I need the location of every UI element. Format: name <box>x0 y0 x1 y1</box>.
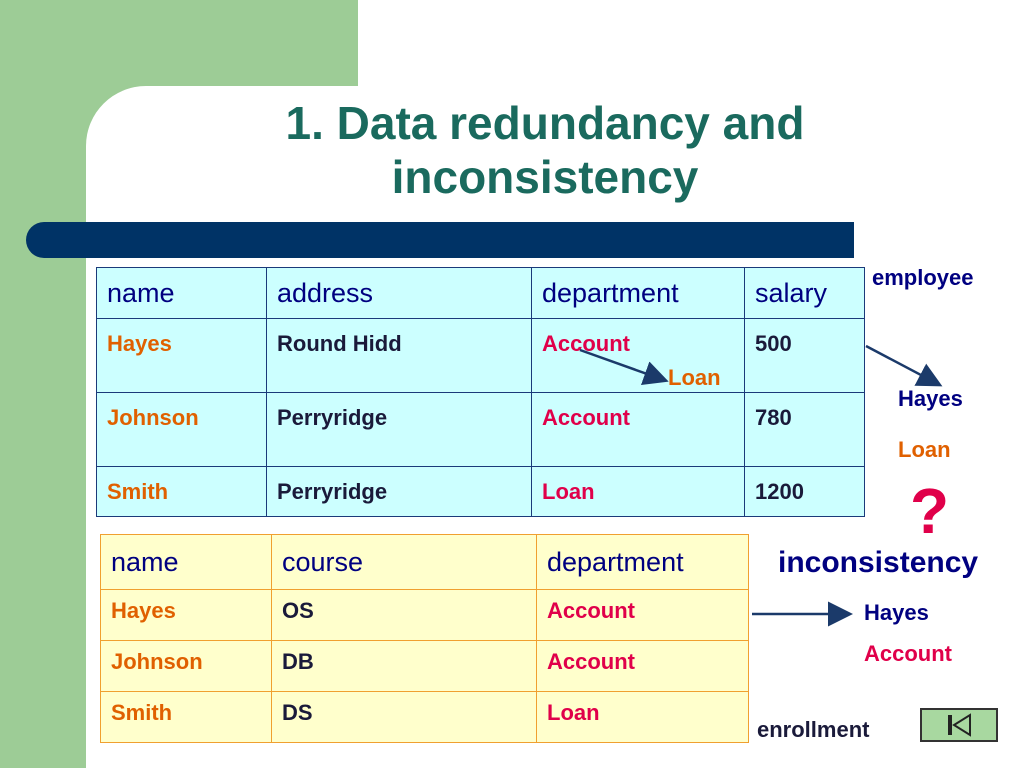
header-address: address <box>267 268 532 319</box>
employee-result-department: Loan <box>898 437 951 462</box>
header-department: department <box>532 268 745 319</box>
header-course: course <box>272 535 537 590</box>
cell-name: Smith <box>97 467 267 517</box>
header-name: name <box>97 268 267 319</box>
enrollment-result-department: Account <box>864 641 952 666</box>
cell-course: OS <box>272 590 537 641</box>
employee-table-label: employee <box>872 265 974 290</box>
cell-department: Loan <box>537 692 749 743</box>
cell-address: Round Hidd <box>267 319 532 393</box>
cell-salary: 1200 <box>745 467 865 517</box>
department-value: Account <box>542 331 630 356</box>
cell-name: Smith <box>101 692 272 743</box>
cell-course: DS <box>272 692 537 743</box>
cell-department: Account <box>537 641 749 692</box>
account-to-loan-arrow <box>580 350 664 380</box>
enrollment-result-name: Hayes <box>864 600 929 625</box>
cell-address: Perryridge <box>267 393 532 467</box>
skip-to-start-icon <box>922 710 996 740</box>
cell-name: Johnson <box>97 393 267 467</box>
cell-salary: 500 <box>745 319 865 393</box>
question-mark: ? <box>910 475 950 547</box>
cell-department: Account <box>532 393 745 467</box>
title-line-2: inconsistency <box>391 151 699 203</box>
title-line-1: 1. Data redundancy and <box>285 97 805 149</box>
cell-salary: 780 <box>745 393 865 467</box>
employee-to-result-arrow <box>866 346 938 384</box>
employee-result-name: Hayes <box>898 386 963 411</box>
cell-name: Johnson <box>101 641 272 692</box>
header-department: department <box>537 535 749 590</box>
cell-department: Account <box>537 590 749 641</box>
cell-name: Hayes <box>101 590 272 641</box>
inconsistency-label: inconsistency <box>778 546 979 579</box>
changed-department-value: Loan <box>668 365 721 390</box>
cell-name: Hayes <box>97 319 267 393</box>
header-salary: salary <box>745 268 865 319</box>
first-slide-button[interactable] <box>920 708 998 742</box>
cell-course: DB <box>272 641 537 692</box>
cell-department: Loan <box>532 467 745 517</box>
header-name: name <box>101 535 272 590</box>
enrollment-table-label: enrollment <box>757 717 870 742</box>
cell-address: Perryridge <box>267 467 532 517</box>
